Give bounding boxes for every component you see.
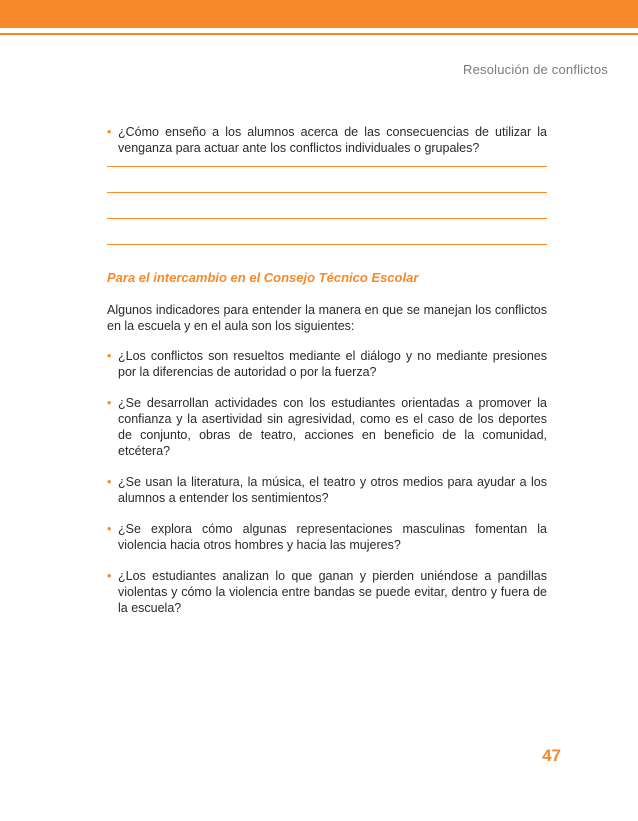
page-content — [107, 124, 547, 631]
answer-line[interactable] — [107, 166, 547, 167]
top-orange-band — [0, 0, 638, 28]
bullet-icon: • — [107, 349, 112, 363]
running-header: Resolución de conflictos — [463, 62, 608, 77]
answer-line[interactable] — [107, 218, 547, 219]
bullet-icon: • — [107, 125, 112, 139]
list-item-text: ¿Los estudiantes analizan lo que ganan y pierden uniéndose a pandillas violentas y cómo la violencia entre bandas se puede evitar, dentro y fuera de la escuela? — [118, 569, 547, 615]
list-item-text: ¿Se usan la literatura, la música, el teatro y otros medios para ayudar a los alumnos a entender los sentimientos? — [118, 475, 547, 505]
bullet-icon: • — [107, 475, 112, 489]
question-item — [107, 124, 547, 156]
answer-line[interactable] — [107, 192, 547, 193]
bullet-icon: • — [107, 522, 112, 536]
section-heading: Para el intercambio en el Consejo Técnico Escolar — [107, 270, 419, 285]
list-item — [107, 474, 547, 506]
bullet-icon: • — [107, 396, 112, 410]
answer-lines — [107, 166, 547, 245]
list-item-text: ¿Se desarrollan actividades con los estudiantes orientadas a promover la confianza y la asertividad sin agresividad, como es el caso de los deportes de conjunto, obras de teatro, acciones en beneficio de la comunidad, etcétera? — [118, 396, 547, 458]
list-item — [107, 395, 547, 459]
bullet-icon: • — [107, 569, 112, 583]
indicator-list — [107, 348, 547, 616]
question-text: ¿Cómo enseño a los alumnos acerca de las consecuencias de utilizar la venganza para actuar ante los conflictos individuales o grupales? — [118, 125, 547, 155]
list-item-text: ¿Se explora cómo algunas representaciones masculinas fomentan la violencia hacia otros hombres y hacia las mujeres? — [118, 522, 547, 552]
page-number: 47 — [542, 746, 561, 765]
answer-line[interactable] — [107, 244, 547, 245]
list-item — [107, 568, 547, 616]
list-item — [107, 348, 547, 380]
list-item-text: ¿Los conflictos son resueltos mediante el diálogo y no mediante presiones por la diferencias de autoridad o por la fuerza? — [118, 349, 547, 379]
section-intro: Algunos indicadores para entender la manera en que se manejan los conflictos en la escuela y en el aula son los siguientes: — [107, 303, 547, 333]
top-orange-rule — [0, 33, 638, 35]
list-item — [107, 521, 547, 553]
